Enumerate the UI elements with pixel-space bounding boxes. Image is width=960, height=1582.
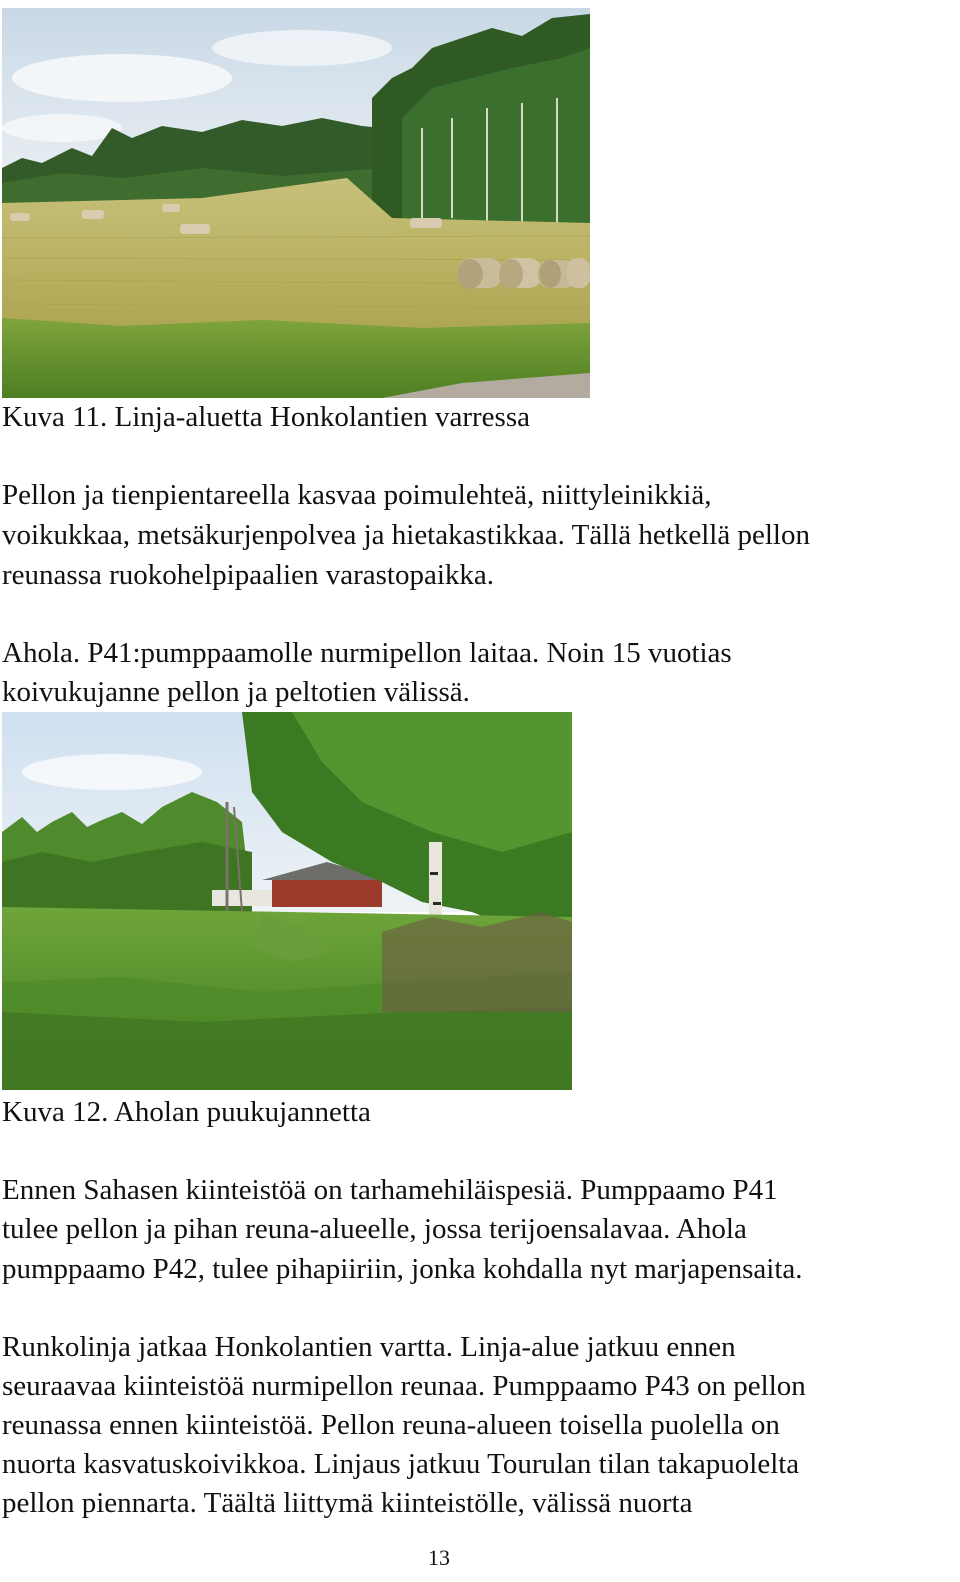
paragraph-line: seuraavaa kiinteistöä nurmipellon reunaa. Pumppaamo P43 on pellon bbox=[2, 1370, 806, 1402]
paragraph-line: pumppaamo P42, tulee pihapiiriin, jonka kohdalla nyt marjapensaita. bbox=[2, 1253, 803, 1285]
paragraph-line: Pellon ja tienpientareella kasvaa poimulehteä, niittyleinikkiä, bbox=[2, 479, 712, 511]
paragraph-line: tulee pellon ja pihan reuna-alueelle, jossa terijoensalavaa. Ahola bbox=[2, 1213, 747, 1245]
page-number: 13 bbox=[428, 1545, 450, 1570]
photo-birch-alley-image bbox=[2, 712, 572, 1090]
paragraph-line: reunassa ruokohelpipaalien varastopaikka. bbox=[2, 559, 495, 591]
figure-12-caption: Kuva 12. Aholan puukujannetta bbox=[2, 1096, 371, 1128]
photo-birch-alley bbox=[2, 712, 572, 1090]
paragraph-line: nuorta kasvatuskoivikkoa. Linjaus jatkuu Tourulan tilan takapuolelta bbox=[2, 1448, 800, 1480]
figure-11-caption: Kuva 11. Linja-aluetta Honkolantien varressa bbox=[2, 401, 530, 433]
paragraph-line: Ennen Sahasen kiinteistöä on tarhamehiläispesiä. Pumppaamo P41 bbox=[2, 1174, 778, 1206]
paragraph-line: Ahola. P41:pumppaamolle nurmipellon laitaa. Noin 15 vuotias bbox=[2, 637, 732, 669]
paragraph-line: Runkolinja jatkaa Honkolantien vartta. Linja-alue jatkuu ennen bbox=[2, 1331, 736, 1363]
photo-field-hay-bales bbox=[2, 8, 590, 398]
paragraph-line: pellon piennarta. Täältä liittymä kiinteistölle, välissä nuorta bbox=[2, 1487, 693, 1519]
paragraph-line: reunassa ennen kiinteistöä. Pellon reuna-alueen toisella puolella on bbox=[2, 1409, 780, 1441]
paragraph-line: voikukkaa, metsäkurjenpolvea ja hietakastikkaa. Tällä hetkellä pellon bbox=[2, 519, 810, 551]
photo-field-hay-bales-image bbox=[2, 8, 590, 398]
paragraph-line: koivukujanne pellon ja peltotien välissä. bbox=[2, 676, 470, 708]
